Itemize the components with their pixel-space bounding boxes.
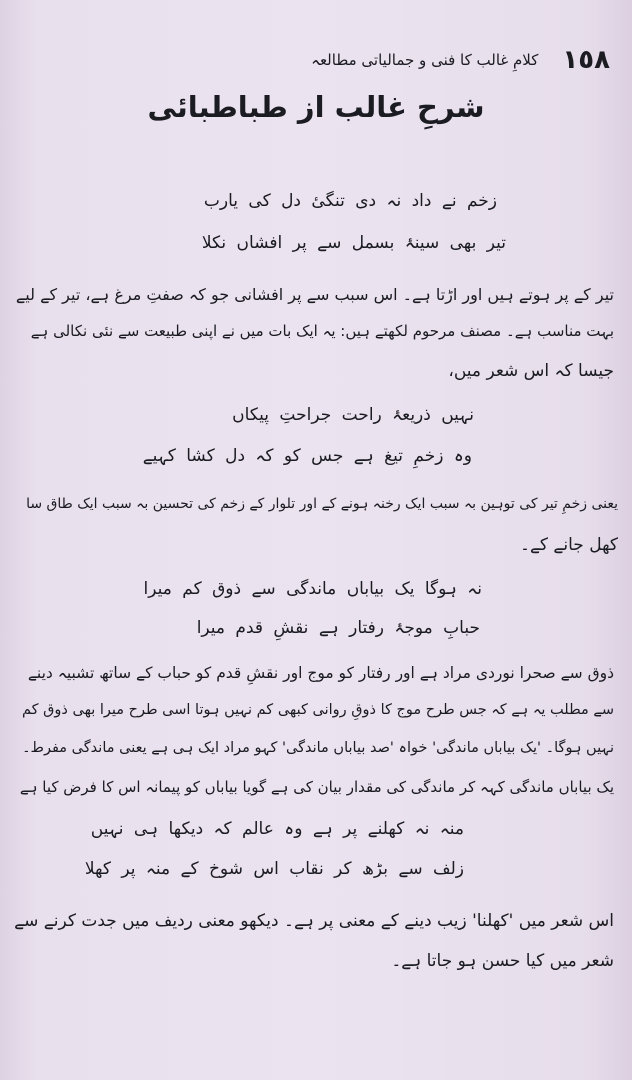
verse-1-line-2: تیر بھی سینۂ بسمل سے پر افشاں نکلا — [201, 233, 506, 253]
commentary-2-line-1: یعنی زخمِ تیر کی توہین بہ سبب ایک رخنہ ہونے کے اور تلوار کے زخم کی تحسین بہ سبب ایک طاق سا — [26, 496, 618, 512]
commentary-3-line-2: سے مطلب یہ ہے کہ جس طرح موج کا ذوقِ روانی کبھی کم نہیں ہوتا اسی طرح میرا بھی ذوق کم — [22, 702, 614, 718]
commentary-4-line-1: اس شعر میں 'کھلنا' زیب دینے کے معنی پر ہے۔ دیکھو معنی ردیف میں جدت کرنے سے — [14, 911, 614, 931]
page-number: ١٥٨ — [562, 45, 610, 75]
commentary-1-line-1: تیر کے پر ہوتے ہیں اور اڑتا ہے۔ اس سبب سے پر افشانی جو کہ صفتِ مرغ ہے، تیر کے لیے — [15, 285, 614, 304]
page-header — [30, 38, 610, 82]
chapter-title: شرحِ غالب از طباطبائی — [147, 90, 485, 124]
commentary-3-line-3: نہیں ہوگا۔ 'یک بیاباں ماندگی' خواہ 'صد بیاباں ماندگی' کہو مراد ایک ہی ہے یعنی ماندگی مفرط۔ — [22, 740, 614, 756]
commentary-2-line-2: کھل جانے کے۔ — [519, 535, 618, 555]
verse-2-line-1: نہیں ذریعۂ راحت جراحتِ پیکاں — [232, 405, 474, 425]
verse-2-line-2: وہ زخمِ تیغ ہے جس کو کہ دل کشا کہیے — [142, 446, 472, 466]
verse-3-line-2: حبابِ موجۂ رفتار ہے نقشِ قدم میرا — [196, 618, 480, 638]
commentary-3-line-4: یک بیاباں ماندگی کہہ کر ماندگی کی مقدار بیان کی ہے گویا بیاباں کو پیمانہ اس کا فرض کیا ہے — [19, 778, 614, 796]
running-title: کلامِ غالب کا فنی و جمالیاتی مطالعہ — [311, 51, 539, 69]
commentary-1-line-3: جیسا کہ اس شعر میں، — [448, 361, 614, 381]
verse-4-line-2: زلف سے بڑھ کر نقاب اس شوخ کے منہ پر کھلا — [84, 859, 464, 879]
verse-1-line-1: زخم نے داد نہ دی تنگیٔ دل کی یارب — [203, 191, 497, 211]
commentary-3-line-1: ذوق سے صحرا نوردی مراد ہے اور رفتار کو موج اور نقشِ قدم کو حباب کے ساتھ تشبیہ دینے — [27, 664, 614, 682]
commentary-1-line-2: بہت مناسب ہے۔ مصنف مرحوم لکھتے ہیں: یہ ایک بات میں نے اپنی طبیعت سے نئی نکالی ہے — [30, 322, 614, 340]
verse-3-line-1: نہ ہوگا یک بیاباں ماندگی سے ذوق کم میرا — [143, 579, 482, 599]
verse-4-line-1: منہ نہ کھلنے پر ہے وہ عالم کہ دیکھا ہی نہیں — [90, 819, 464, 839]
commentary-4-line-2: شعر میں کیا حسن ہو جاتا ہے۔ — [391, 951, 614, 971]
